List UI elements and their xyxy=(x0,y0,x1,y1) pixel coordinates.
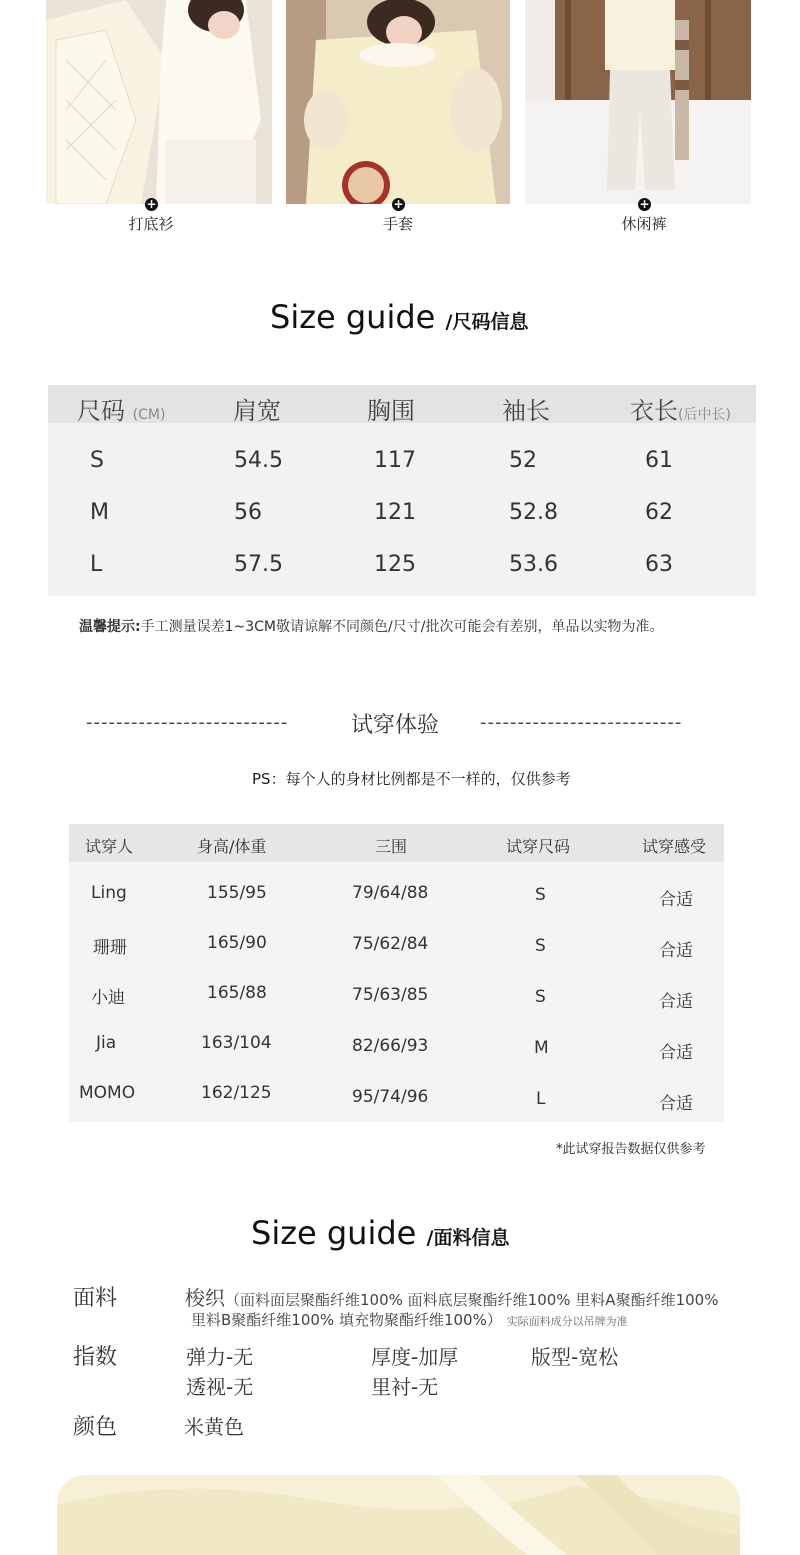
accessory-photo-top xyxy=(46,0,272,204)
see-through-value: 透视-无 xyxy=(186,1375,254,1399)
add-icon[interactable]: + xyxy=(146,197,157,211)
length-cell: 62 xyxy=(645,500,673,525)
header-shoulder: 肩宽 xyxy=(233,397,281,425)
color-label: 颜色 xyxy=(73,1415,118,1440)
accessory-label: 手套 xyxy=(382,215,413,233)
chest-cell: 117 xyxy=(374,448,416,473)
height-weight-cell: 165/88 xyxy=(207,983,267,1003)
note-label: 温馨提示: xyxy=(79,619,141,635)
try-size-cell: S xyxy=(535,987,546,1007)
try-on-ps: PS：每个人的身材比例都是不一样的，仅供参考 xyxy=(252,770,571,788)
size-guide-subtitle: /尺码信息 xyxy=(445,311,529,333)
person-cell: 珊珊 xyxy=(93,938,127,958)
feel-cell: 合适 xyxy=(659,1094,693,1114)
person-cell: 小迪 xyxy=(91,988,125,1008)
chest-cell: 121 xyxy=(374,500,416,525)
length-cell: 61 xyxy=(645,448,673,473)
fit-value: 版型-宽松 xyxy=(531,1345,619,1369)
feel-cell: 合适 xyxy=(659,1043,693,1063)
add-icon[interactable]: + xyxy=(639,197,650,211)
height-weight-cell: 165/90 xyxy=(207,933,267,953)
try-size-cell: S xyxy=(535,885,546,905)
person-cell: Ling xyxy=(91,883,127,903)
note-text: 手工测量误差1~3CM敬请谅解不同颜色/尺寸/批次可能会有差别，单品以实物为准。 xyxy=(140,619,664,635)
person-cell: Jia xyxy=(96,1033,117,1053)
accessory-photo-pants xyxy=(525,0,751,204)
feel-cell: 合适 xyxy=(659,890,693,910)
fabric-main: 梭织 xyxy=(185,1286,225,1310)
try-size-cell: M xyxy=(534,1038,549,1058)
size-guide-heading xyxy=(270,298,528,336)
length-cell: 63 xyxy=(645,552,673,577)
fabric-label: 面料 xyxy=(73,1286,118,1311)
divider-right: --------------------------- xyxy=(480,712,683,733)
fabric-line-2 xyxy=(191,1309,628,1330)
fabric-guide-title: Size guide xyxy=(251,1214,417,1252)
try-size-cell: L xyxy=(536,1089,546,1109)
shoulder-cell: 54.5 xyxy=(234,448,283,473)
height-weight-cell: 155/95 xyxy=(207,883,267,903)
fabric-guide-subtitle: /面料信息 xyxy=(426,1227,510,1249)
try-on-report-note: *此试穿报告数据仅供参考 xyxy=(556,1142,706,1157)
size-cell: S xyxy=(90,448,104,473)
header-height-weight: 身高/体重 xyxy=(197,837,267,856)
size-table-header xyxy=(48,385,756,423)
sleeve-cell: 52.8 xyxy=(509,500,558,525)
header-measurements: 三围 xyxy=(375,837,408,856)
try-on-table xyxy=(69,824,724,1122)
lining-value: 里衬-无 xyxy=(371,1375,439,1399)
accessory-label: 休闲裤 xyxy=(621,215,667,233)
size-cell: L xyxy=(90,552,103,577)
fabric-composition-1: （面料面层聚酯纤维100% 面料底层聚酯纤维100% 里料A聚酯纤维100% xyxy=(225,1291,719,1309)
header-person: 试穿人 xyxy=(85,837,134,856)
fabric-swatch-image xyxy=(57,1475,740,1555)
measurement-note xyxy=(79,616,663,636)
shoulder-cell: 56 xyxy=(234,500,262,525)
accessory-label: 打底衫 xyxy=(128,215,174,233)
header-sleeve: 袖长 xyxy=(502,397,550,425)
fabric-guide-heading xyxy=(251,1214,509,1252)
measurements-cell: 75/62/84 xyxy=(352,934,429,954)
measurements-cell: 82/66/93 xyxy=(352,1036,429,1056)
header-try-size: 试穿尺码 xyxy=(506,837,571,856)
header-chest: 胸围 xyxy=(367,397,415,425)
measurements-cell: 95/74/96 xyxy=(352,1087,429,1107)
try-size-cell: S xyxy=(535,936,546,956)
fabric-tag-note: 实际面料成分以吊牌为准 xyxy=(506,1315,628,1328)
size-cell: M xyxy=(90,500,109,525)
person-cell: MOMO xyxy=(79,1083,136,1103)
feel-cell: 合适 xyxy=(659,992,693,1012)
size-table xyxy=(48,385,756,596)
fabric-composition-2: 里料B聚酯纤维100% 填充物聚酯纤维100%） xyxy=(191,1311,502,1329)
header-size: 尺码 (CM) xyxy=(77,397,166,425)
fabric-line-1 xyxy=(185,1282,718,1311)
divider-left: --------------------------- xyxy=(86,712,289,733)
sleeve-cell: 53.6 xyxy=(509,552,558,577)
height-weight-cell: 162/125 xyxy=(201,1083,272,1103)
add-icon[interactable]: + xyxy=(393,197,404,211)
chest-cell: 125 xyxy=(374,552,416,577)
elasticity-value: 弹力-无 xyxy=(186,1345,254,1369)
shoulder-cell: 57.5 xyxy=(234,552,283,577)
size-guide-title: Size guide xyxy=(270,298,436,336)
measurements-cell: 79/64/88 xyxy=(352,883,429,903)
try-on-title: 试穿体验 xyxy=(351,713,440,738)
height-weight-cell: 163/104 xyxy=(201,1033,272,1053)
measurements-cell: 75/63/85 xyxy=(352,985,429,1005)
header-feel: 试穿感受 xyxy=(642,837,707,856)
thickness-value: 厚度-加厚 xyxy=(371,1345,459,1369)
index-label: 指数 xyxy=(73,1345,118,1370)
color-value: 米黄色 xyxy=(184,1415,244,1439)
sleeve-cell: 52 xyxy=(509,448,537,473)
header-length: 衣长(后中长) xyxy=(630,397,731,425)
try-on-table-header xyxy=(69,824,724,862)
accessory-photo-gloves xyxy=(286,0,510,204)
feel-cell: 合适 xyxy=(659,941,693,961)
